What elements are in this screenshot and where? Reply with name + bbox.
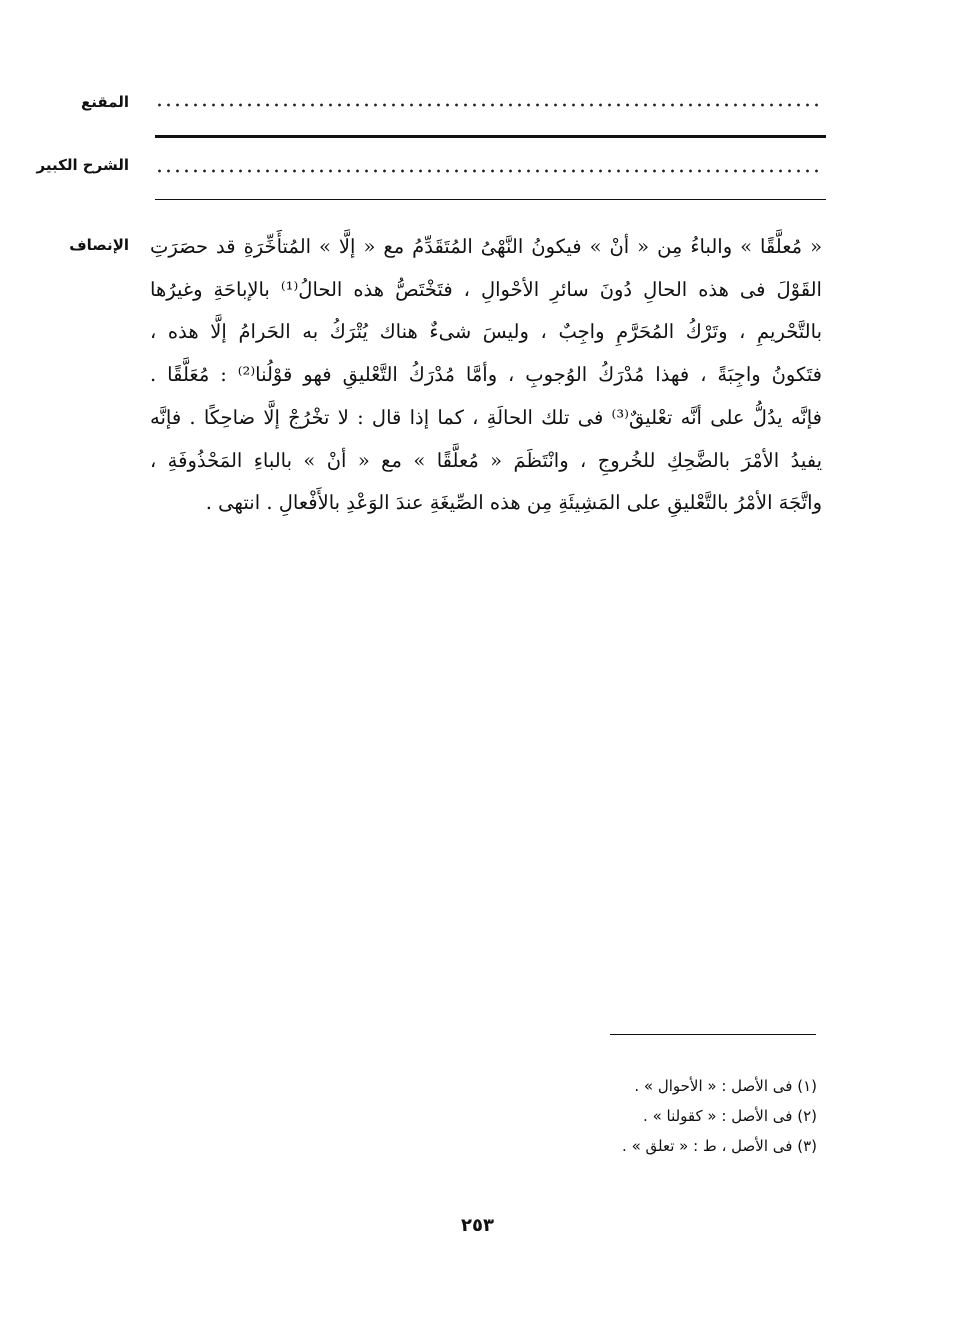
page-number: ٢٥٣ [461, 1215, 494, 1236]
text-line: بالتَّحْريمِ ، وتَرْكُ المُحَرَّمِ واجِبٌ ، وليسَ شىءٌ هناك يُتْرَكُ به الحَرامُ إلَّا هذه ، [150, 320, 822, 344]
footnotes [622, 1071, 817, 1161]
text-line: يفيدُ الأمْرَ بالضَّحِكِ للخُروجِ ، وانْتَظَمَ « مُعلَّقًا » مع « أنْ » بالباءِ المَحْذُوفَةِ ، [150, 448, 822, 472]
thick-rule [155, 135, 826, 138]
main-text [150, 226, 822, 525]
text-line: واتَّجَهَ الأمْرُ بالتَّعْليقِ على المَشِيئَةِ مِن هذه الصِّيغَةِ عندَ الوَعْدِ بالأَفْعالِ . انتهى . [205, 491, 822, 515]
header-label-sharh: الشرح الكبير [36, 156, 129, 174]
header-label-insaf: الإنصاف [69, 236, 129, 254]
text-line: فإنَّه يدُلُّ على أنَّه تعْليقٌ⁽³⁾ فى تلك الحالَةِ ، كما إذا قال : لا تخْرُجْ إلَّا ضاحِكًا . فإنَّه [150, 405, 822, 429]
footnote: (١) فى الأصل : « الأحوال » . [634, 1077, 817, 1095]
header-label-muqni: المقنع [81, 93, 129, 111]
footnote-separator [610, 1034, 816, 1035]
footnote: (٢) فى الأصل : « كقولنا » . [643, 1107, 817, 1125]
text-line: فتَكونُ واجِبَةً ، فهذا مُدْرَكُ الوُجوبِ ، وأمَّا مُدْرَكُ التَّعْليقِ فهو قوْلُنا⁽²⁾ : مُعَلَّقًا . [150, 363, 822, 387]
text-line: « مُعلَّقًا » والباءُ مِن « أنْ » فيكونُ النَّهْىُ المُتَقَدِّمُ مع « إلَّا » المُتأَخِّرَةِ قد حصَرَتِ [150, 235, 822, 258]
footnote: (٣) فى الأصل ، ط : « تعلق » . [622, 1137, 817, 1155]
thin-rule [155, 199, 826, 200]
dotted-line-sharh [155, 169, 821, 173]
text-line: القَوْلَ فى هذه الحالِ دُونَ سائرِ الأحْوالِ ، فتَخْتَصُّ هذه الحالُ⁽¹⁾ بالإباحَةِ وغيرُها [150, 277, 822, 301]
dotted-line-muqni [155, 103, 821, 107]
